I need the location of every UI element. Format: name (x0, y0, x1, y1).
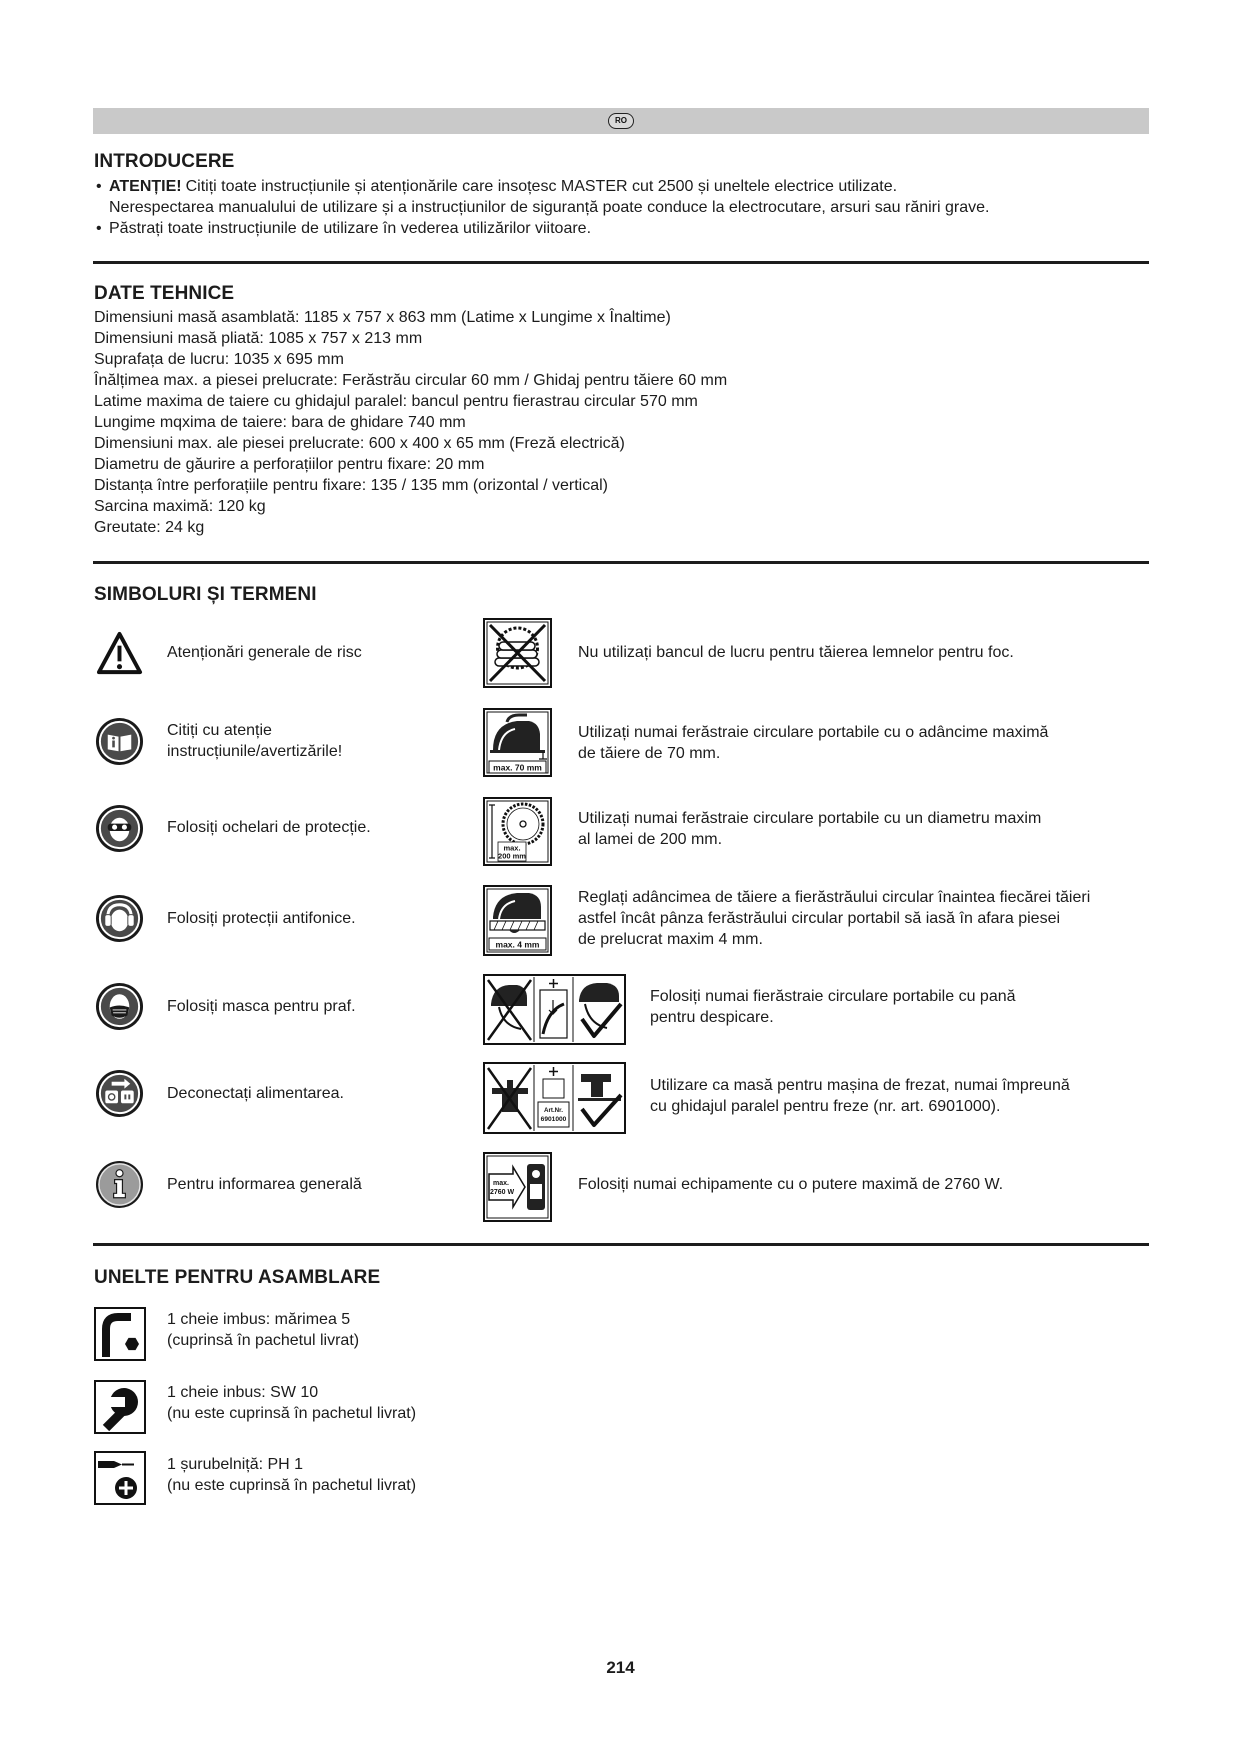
disconnect-power-icon (95, 1069, 144, 1118)
spec-line: Diametru de găurire a perforațiilor pentru fixare: 20 mm (94, 456, 485, 473)
specs-heading: DATE TEHNICE (94, 283, 235, 304)
spec-line: Suprafața de lucru: 1035 x 695 mm (94, 351, 344, 368)
spec-line: Greutate: 24 kg (94, 519, 205, 536)
safety-goggles-icon (95, 804, 144, 853)
warning-triangle-icon (95, 629, 144, 678)
max-power-icon (483, 1152, 552, 1222)
symbol-description: Citiți cu atenție instrucțiunile/avertizările! (167, 722, 343, 760)
symbol-description: Nu utilizați bancul de lucru pentru tăierea lemnelor pentru foc. (578, 644, 1014, 661)
dust-mask-icon (95, 982, 144, 1031)
screwdriver-icon (94, 1451, 146, 1505)
ear-protection-icon (95, 894, 144, 943)
symbol-description: Folosiți masca pentru praf. (167, 998, 356, 1015)
bullet-text: Păstrați toate instrucțiunile de utilizare în vederea utilizărilor viitoare. (109, 220, 592, 237)
spec-line: Sarcina maximă: 120 kg (94, 498, 266, 515)
spec-line: Lungime mqxima de taiere: bara de ghidare 740 mm (94, 414, 466, 431)
symbol-description: Folosiți ochelari de protecție. (167, 819, 371, 836)
read-manual-icon (95, 717, 144, 766)
section-divider (93, 1243, 1149, 1246)
symbol-description: Reglați adâncimea de tăiere a fierăstrăului circular înaintea fiecărei tăieri astfel încât pânza ferăstrăului circular portabil să iasă în afara piesei de prelucrat maxim 4 mm. (578, 889, 1091, 948)
warning-label: ATENȚIE! (109, 178, 182, 195)
spec-line: Dimensiuni masă pliată: 1085 x 757 x 213 mm (94, 330, 423, 347)
symbol-description: Utilizați numai ferăstraie circulare portabile cu un diametru maxim al lamei de 200 mm. (578, 810, 1042, 848)
router-guide-icon (483, 1062, 626, 1134)
no-firewood-icon (483, 618, 552, 688)
riving-knife-icon (483, 974, 626, 1045)
symbol-description: Utilizați numai ferăstraie circulare portabile cu o adâncime maximă de tăiere de 70 mm. (578, 724, 1049, 762)
tools-heading: UNELTE PENTRU ASAMBLARE (94, 1267, 381, 1288)
page-number: 214 (606, 1658, 635, 1677)
symbol-description: Folosiți numai echipamente cu o putere maximă de 2760 W. (578, 1176, 1004, 1193)
bullet-item (96, 176, 989, 197)
symbol-description: Atenționări generale de risc (167, 644, 362, 661)
tool-description: 1 cheie inbus: SW 10 (nu este cuprinsă în pachetul livrat) (167, 1384, 417, 1422)
tool-description: 1 șurubelniță: PH 1 (nu este cuprinsă în pachetul livrat) (167, 1456, 417, 1494)
intro-heading: INTRODUCERE (94, 151, 235, 172)
icon-label: max. 70 mm (493, 762, 542, 773)
bullet-item (96, 218, 989, 239)
language-header-bar (93, 108, 1149, 134)
max-blade-diameter-icon (483, 797, 552, 866)
spec-line: Dimensiuni max. ale piesei prelucrate: 600 x 400 x 65 mm (Freză electrică) (94, 435, 625, 452)
icon-label: max. (493, 1180, 509, 1187)
hex-key-icon (94, 1307, 146, 1361)
spec-line: Înălțimea max. a piesei prelucrate: Ferăstrău circular 60 mm / Ghidaj pentru tăiere 60 mm (94, 372, 728, 389)
spec-line: Dimensiuni masă asamblată: 1185 x 757 x 863 mm (Latime x Lungime x Înaltime) (94, 309, 671, 326)
icon-label: 200 mm (498, 851, 526, 861)
icon-label: Art.Nr. (544, 1107, 563, 1114)
spec-line: Latime maxima de taiere cu ghidajul paralel: bancul pentru fierastrau circular 570 mm (94, 393, 698, 410)
language-badge: RO (608, 113, 634, 129)
icon-label: 6901000 (540, 1116, 567, 1123)
icon-label: 2760 W (489, 1189, 515, 1196)
symbol-description: Deconectați alimentarea. (167, 1085, 344, 1102)
icon-label: max. (503, 843, 521, 853)
tool-description: 1 cheie imbus: mărimea 5 (cuprinsă în pachetul livrat) (167, 1311, 360, 1349)
blade-protrusion-icon (483, 885, 552, 956)
info-icon (95, 1160, 144, 1209)
section-divider (93, 261, 1149, 264)
max-cut-depth-icon (483, 708, 552, 777)
symbol-description: Pentru informarea generală (167, 1176, 362, 1193)
symbol-description: Utilizare ca masă pentru mașina de frezat, numai împreună cu ghidajul paralel pentru freze (nr. art. 6901000). (650, 1077, 1070, 1115)
wrench-icon (94, 1380, 146, 1434)
symbols-heading: SIMBOLURI ȘI TERMENI (94, 584, 317, 605)
intro-bullets (96, 176, 989, 239)
specs-list (94, 307, 727, 538)
icon-label: max. 4 mm (495, 939, 540, 950)
bullet-continuation: Nerespectarea manualului de utilizare și a instrucțiunilor de siguranță poate conduce la electrocutare, arsuri sau răniri grave. (109, 199, 990, 216)
bullet-text: Citiți toate instrucțiunile și atenționările care insoțesc MASTER cut 2500 și uneltele electrice utilizate. (185, 178, 898, 195)
section-divider (93, 561, 1149, 564)
symbol-description: Folosiți numai fierăstraie circulare portabile cu pană pentru despicare. (650, 988, 1016, 1026)
symbol-description: Folosiți protecții antifonice. (167, 910, 356, 927)
spec-line: Distanța între perforațiile pentru fixare: 135 / 135 mm (orizontal / vertical) (94, 477, 608, 494)
